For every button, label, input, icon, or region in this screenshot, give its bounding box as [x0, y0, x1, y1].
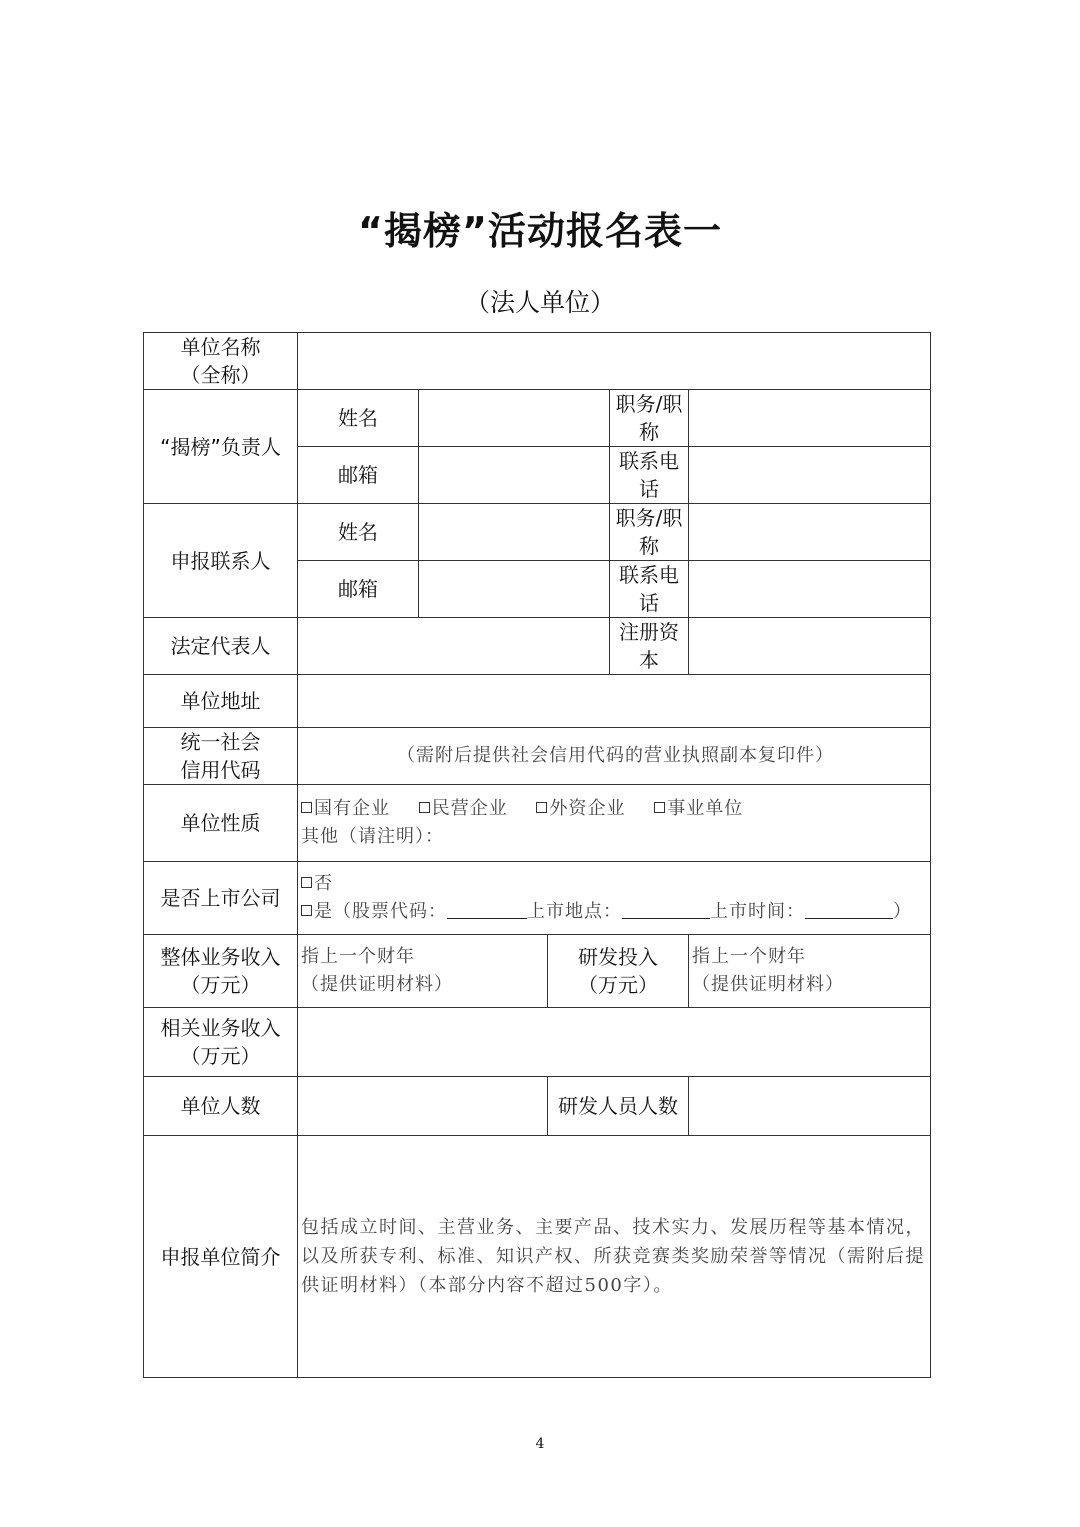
page-number: 4: [535, 1436, 545, 1452]
listed-options: [298, 862, 931, 935]
row-credit-code: [144, 728, 931, 785]
leader-email-label: 邮箱: [298, 447, 419, 504]
row-nature: [144, 785, 931, 862]
legal-rep-field[interactable]: [298, 618, 610, 675]
listing-time-blank[interactable]: [805, 918, 893, 919]
row-unit-name: [144, 333, 931, 390]
nature-other[interactable]: 其他（请注明）：: [301, 826, 444, 847]
contact-phone-field[interactable]: [689, 561, 931, 618]
contact-title-label: 职务/职称: [610, 504, 689, 561]
nature-option-state[interactable]: 国有企业: [301, 798, 390, 819]
unit-name-label: 单位名称 （全称）: [144, 333, 298, 390]
leader-title-field[interactable]: [689, 390, 931, 447]
contact-email-label: 邮箱: [298, 561, 419, 618]
rd-investment-label: 研发投入 （万元）: [548, 935, 689, 1008]
contact-label: 申报联系人: [144, 504, 298, 618]
checkbox-icon: [301, 802, 312, 813]
leader-label: “揭榜”负责人: [144, 390, 298, 504]
credit-code-field[interactable]: （需附后提供社会信用代码的营业执照副本复印件）: [298, 728, 931, 785]
revenue-field[interactable]: 指上一个财年 （提供证明材料）: [298, 935, 548, 1008]
checkbox-icon: [536, 802, 547, 813]
capital-field[interactable]: [689, 618, 931, 675]
unit-name-field[interactable]: [298, 333, 931, 390]
listed-label: 是否上市公司: [144, 862, 298, 935]
listed-option-no[interactable]: 否: [301, 870, 930, 898]
nature-option-private[interactable]: 民营企业: [419, 798, 508, 819]
form-subtitle: （法人单位）: [464, 288, 615, 317]
nature-label: 单位性质: [144, 785, 298, 862]
intro-field[interactable]: 包括成立时间、主营业务、主要产品、技术实力、发展历程等基本情况，以及所获专利、标准、知识产权、所获竞赛类奖励荣誉等情况（需附后提供证明材料）（本部分内容不超过500字）。: [298, 1136, 931, 1378]
form-title: “揭榜”活动报名表一: [358, 209, 722, 253]
row-legal-rep: [144, 618, 931, 675]
row-listed: [144, 862, 931, 935]
rd-staff-label: 研发人员人数: [548, 1077, 689, 1136]
row-related-revenue: [144, 1008, 931, 1077]
row-intro: [144, 1136, 931, 1378]
intro-label: 申报单位简介: [144, 1136, 298, 1378]
leader-name-field[interactable]: [419, 390, 610, 447]
contact-name-label: 姓名: [298, 504, 419, 561]
row-leader-1: [144, 390, 931, 447]
revenue-label: 整体业务收入 （万元）: [144, 935, 298, 1008]
leader-title-label: 职务/职称: [610, 390, 689, 447]
checkbox-icon: [301, 905, 312, 916]
row-address: [144, 675, 931, 728]
nature-option-institution[interactable]: 事业单位: [654, 798, 743, 819]
staff-label: 单位人数: [144, 1077, 298, 1136]
nature-options: [298, 785, 931, 862]
leader-email-field[interactable]: [419, 447, 610, 504]
contact-title-field[interactable]: [689, 504, 931, 561]
row-contact-1: [144, 504, 931, 561]
credit-code-label: 统一社会 信用代码: [144, 728, 298, 785]
address-field[interactable]: [298, 675, 931, 728]
registration-form-table: [143, 332, 931, 1378]
legal-rep-label: 法定代表人: [144, 618, 298, 675]
leader-name-label: 姓名: [298, 390, 419, 447]
nature-option-foreign[interactable]: 外资企业: [536, 798, 625, 819]
contact-name-field[interactable]: [419, 504, 610, 561]
checkbox-icon: [301, 877, 312, 888]
staff-field[interactable]: [298, 1077, 548, 1136]
contact-phone-label: 联系电话: [610, 561, 689, 618]
related-revenue-label: 相关业务收入 （万元）: [144, 1008, 298, 1077]
address-label: 单位地址: [144, 675, 298, 728]
related-revenue-field[interactable]: [298, 1008, 931, 1077]
listing-place-blank[interactable]: [622, 918, 710, 919]
leader-phone-field[interactable]: [689, 447, 931, 504]
stock-code-blank[interactable]: [447, 918, 527, 919]
listed-option-yes[interactable]: 是（股票代码： 上市地点： 上市时间： ）: [301, 898, 930, 926]
rd-investment-field[interactable]: 指上一个财年 （提供证明材料）: [689, 935, 931, 1008]
capital-label: 注册资本: [610, 618, 689, 675]
rd-staff-field[interactable]: [689, 1077, 931, 1136]
leader-phone-label: 联系电话: [610, 447, 689, 504]
row-staff: [144, 1077, 931, 1136]
contact-email-field[interactable]: [419, 561, 610, 618]
row-revenue: [144, 935, 931, 1008]
checkbox-icon: [419, 802, 430, 813]
checkbox-icon: [654, 802, 665, 813]
